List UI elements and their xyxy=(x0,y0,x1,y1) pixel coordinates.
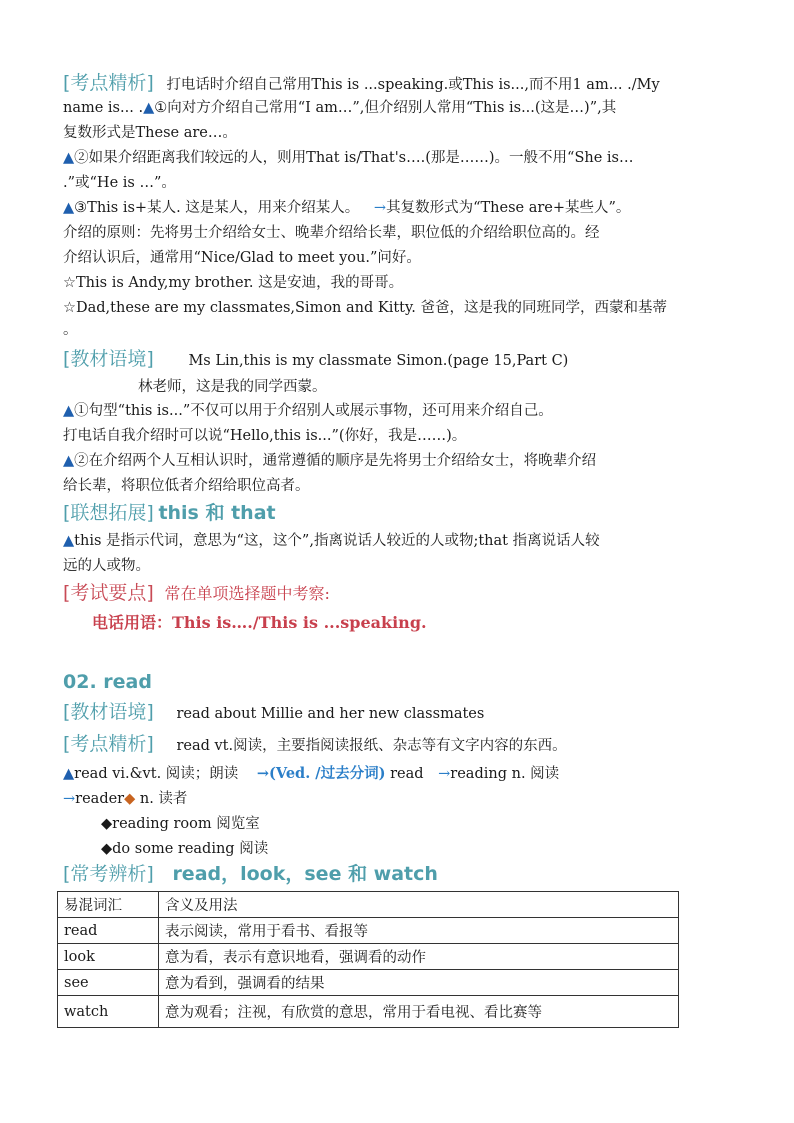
text: ②如果介绍距离我们较远的人，则用That is/That's….(那是……)。一般不用“She is… xyxy=(74,150,634,166)
section-tag: [考点精析] xyxy=(63,72,154,94)
s5-line-context xyxy=(63,702,743,724)
s1-line-4 xyxy=(63,148,743,168)
s2-line-3 xyxy=(63,401,743,421)
s5-line-2 xyxy=(63,789,743,809)
triangle-icon: ▲ xyxy=(63,766,75,782)
text: ②在介绍两个人互相认识时，通常遵循的顺序是先将男士介绍给女士，将晚辈介绍 xyxy=(74,453,597,469)
table-row xyxy=(58,918,679,944)
text: name is... . xyxy=(63,100,144,116)
text: 。 xyxy=(63,322,78,338)
s1-line-6 xyxy=(63,198,743,218)
triangle-icon: ▲ xyxy=(63,403,75,419)
arrow-icon: → xyxy=(63,791,76,807)
text: 给长辈，将职位低者介绍给职位高者。 xyxy=(63,478,310,494)
s1-line-2 xyxy=(63,98,743,118)
text: ③This is+某人. 这是某人，用来介绍某人。 xyxy=(74,200,360,216)
entry-heading: 02. read xyxy=(63,671,152,693)
label-text: 电话用语： xyxy=(92,613,173,632)
s5-heading xyxy=(63,672,743,694)
text: 介绍认识后，通常用“Nice/Glad to meet you.”问好。 xyxy=(63,250,421,266)
table-header-cell: 含义及用法 xyxy=(159,892,679,918)
table-cell: read xyxy=(58,918,159,944)
text: 过去分词) xyxy=(320,765,386,782)
s2-line-6 xyxy=(63,476,743,496)
s1-line-9 xyxy=(63,273,743,293)
section-tag: [联想拓展] xyxy=(63,502,154,524)
s1-line-7 xyxy=(63,223,743,243)
section-title: read，look，see 和 watch xyxy=(172,863,438,885)
text: ◆reading room 阅览室 xyxy=(101,816,260,832)
arrow-icon: → xyxy=(373,200,387,216)
section-tag: [教材语境] xyxy=(63,701,154,723)
s3-heading xyxy=(63,503,743,525)
text: ①向对方介绍自己常用“I am…”,但介绍别人常用“This is...(这是…)”,其 xyxy=(154,100,617,116)
s5-line-def xyxy=(63,734,743,756)
s5-line-4 xyxy=(101,839,781,859)
s3-line-2 xyxy=(63,556,743,576)
arrow-icon: → xyxy=(438,766,451,782)
s5-line-1 xyxy=(63,764,743,784)
text: n. 读者 xyxy=(135,791,188,807)
s5-line-compare xyxy=(63,864,743,886)
table-cell: look xyxy=(58,944,159,970)
s4-line-1 xyxy=(92,613,772,634)
table-row xyxy=(58,970,679,996)
text: Ms Lin,this is my classmate Simon.(page 15,Part C) xyxy=(188,353,569,369)
triangle-icon: ▲ xyxy=(63,200,75,216)
text: read xyxy=(385,766,429,782)
s2-line-1 xyxy=(63,349,743,371)
table-cell: watch xyxy=(58,996,159,1028)
text: 介绍的原则：先将男士介绍给女士、晚辈介绍给长辈，职位低的介绍给职位高的。经 xyxy=(63,225,600,241)
section-tag: [考点精析] xyxy=(63,733,154,755)
example-sentence: ☆This is Andy,my brother. 这是安迪，我的哥哥。 xyxy=(63,275,404,291)
s1-line-11 xyxy=(63,320,743,340)
text: 其复数形式为“These are+某些人”。 xyxy=(386,200,631,216)
table-cell: 意为看，表示有意识地看，强调看的动作 xyxy=(159,944,679,970)
table-cell: see xyxy=(58,970,159,996)
triangle-icon: ▲ xyxy=(63,453,75,469)
table-row xyxy=(58,996,679,1028)
triangle-icon: ▲ xyxy=(143,100,155,116)
s5-line-3 xyxy=(101,814,781,834)
arrow-icon: →(Ved. / xyxy=(256,765,321,782)
text: read about Millie and her new classmates xyxy=(176,706,485,722)
s2-line-5 xyxy=(63,451,743,471)
comparison-table xyxy=(57,891,679,1028)
text: 远的人或物。 xyxy=(63,558,150,574)
s2-line-4 xyxy=(63,426,743,446)
text: ◆do some reading 阅读 xyxy=(101,841,269,857)
section-tag: [常考辨析] xyxy=(63,863,154,885)
s1-line-5 xyxy=(63,173,743,193)
s1-line-1 xyxy=(63,73,743,95)
s1-line-10 xyxy=(63,298,743,318)
s1-line-3 xyxy=(63,123,743,143)
table-cell: 意为观看；注视，有欣赏的意思，常用于看电视、看比赛等 xyxy=(159,996,679,1028)
example-sentence: ☆Dad,these are my classmates,Simon and Kitty. 爸爸，这是我的同班同学，西蒙和基蒂 xyxy=(63,300,667,316)
text: ①句型“this is...”不仅可以用于介绍别人或展示事物，还可用来介绍自己。 xyxy=(74,403,553,419)
text: reader xyxy=(75,791,125,807)
s3-line-1 xyxy=(63,531,743,551)
phrase-text: This is…./This is ...speaking. xyxy=(172,613,427,632)
text: 打电话时介绍自己常用This is ...speaking.或This is...,而不用1 am... ./My xyxy=(166,77,660,93)
table-cell: 表示阅读，常用于看书、看报等 xyxy=(159,918,679,944)
text: .”或“He is …”。 xyxy=(63,175,176,191)
section-title: this 和 that xyxy=(158,502,276,524)
text: 复数形式是These are…。 xyxy=(63,125,237,141)
diamond-icon: ◆ xyxy=(124,791,136,807)
section-tag: [考试要点] xyxy=(63,582,154,604)
text: read vi.&vt. 阅读；朗读 xyxy=(74,766,239,782)
section-tag: [教材语境] xyxy=(63,348,154,370)
text: read vt.阅读，主要指阅读报纸、杂志等有文字内容的东西。 xyxy=(176,738,567,754)
triangle-icon: ▲ xyxy=(63,533,75,549)
s1-line-8 xyxy=(63,248,743,268)
table-cell: 意为看到，强调看的结果 xyxy=(159,970,679,996)
table-header-row xyxy=(58,892,679,918)
table-row xyxy=(58,944,679,970)
table-header-cell: 易混词汇 xyxy=(58,892,159,918)
s2-line-2 xyxy=(138,377,794,397)
s4-heading xyxy=(63,583,743,605)
text: reading n. 阅读 xyxy=(450,766,560,782)
text: this 是指示代词，意思为“这，这个”,指离说话人较近的人或物;that 指离说话人较 xyxy=(74,533,600,549)
text: 林老师，这是我的同学西蒙。 xyxy=(138,379,327,395)
text: 打电话自我介绍时可以说“Hello,this is...”(你好，我是……)。 xyxy=(63,428,467,444)
triangle-icon: ▲ xyxy=(63,150,75,166)
note-text: 常在单项选择题中考察: xyxy=(164,584,330,603)
